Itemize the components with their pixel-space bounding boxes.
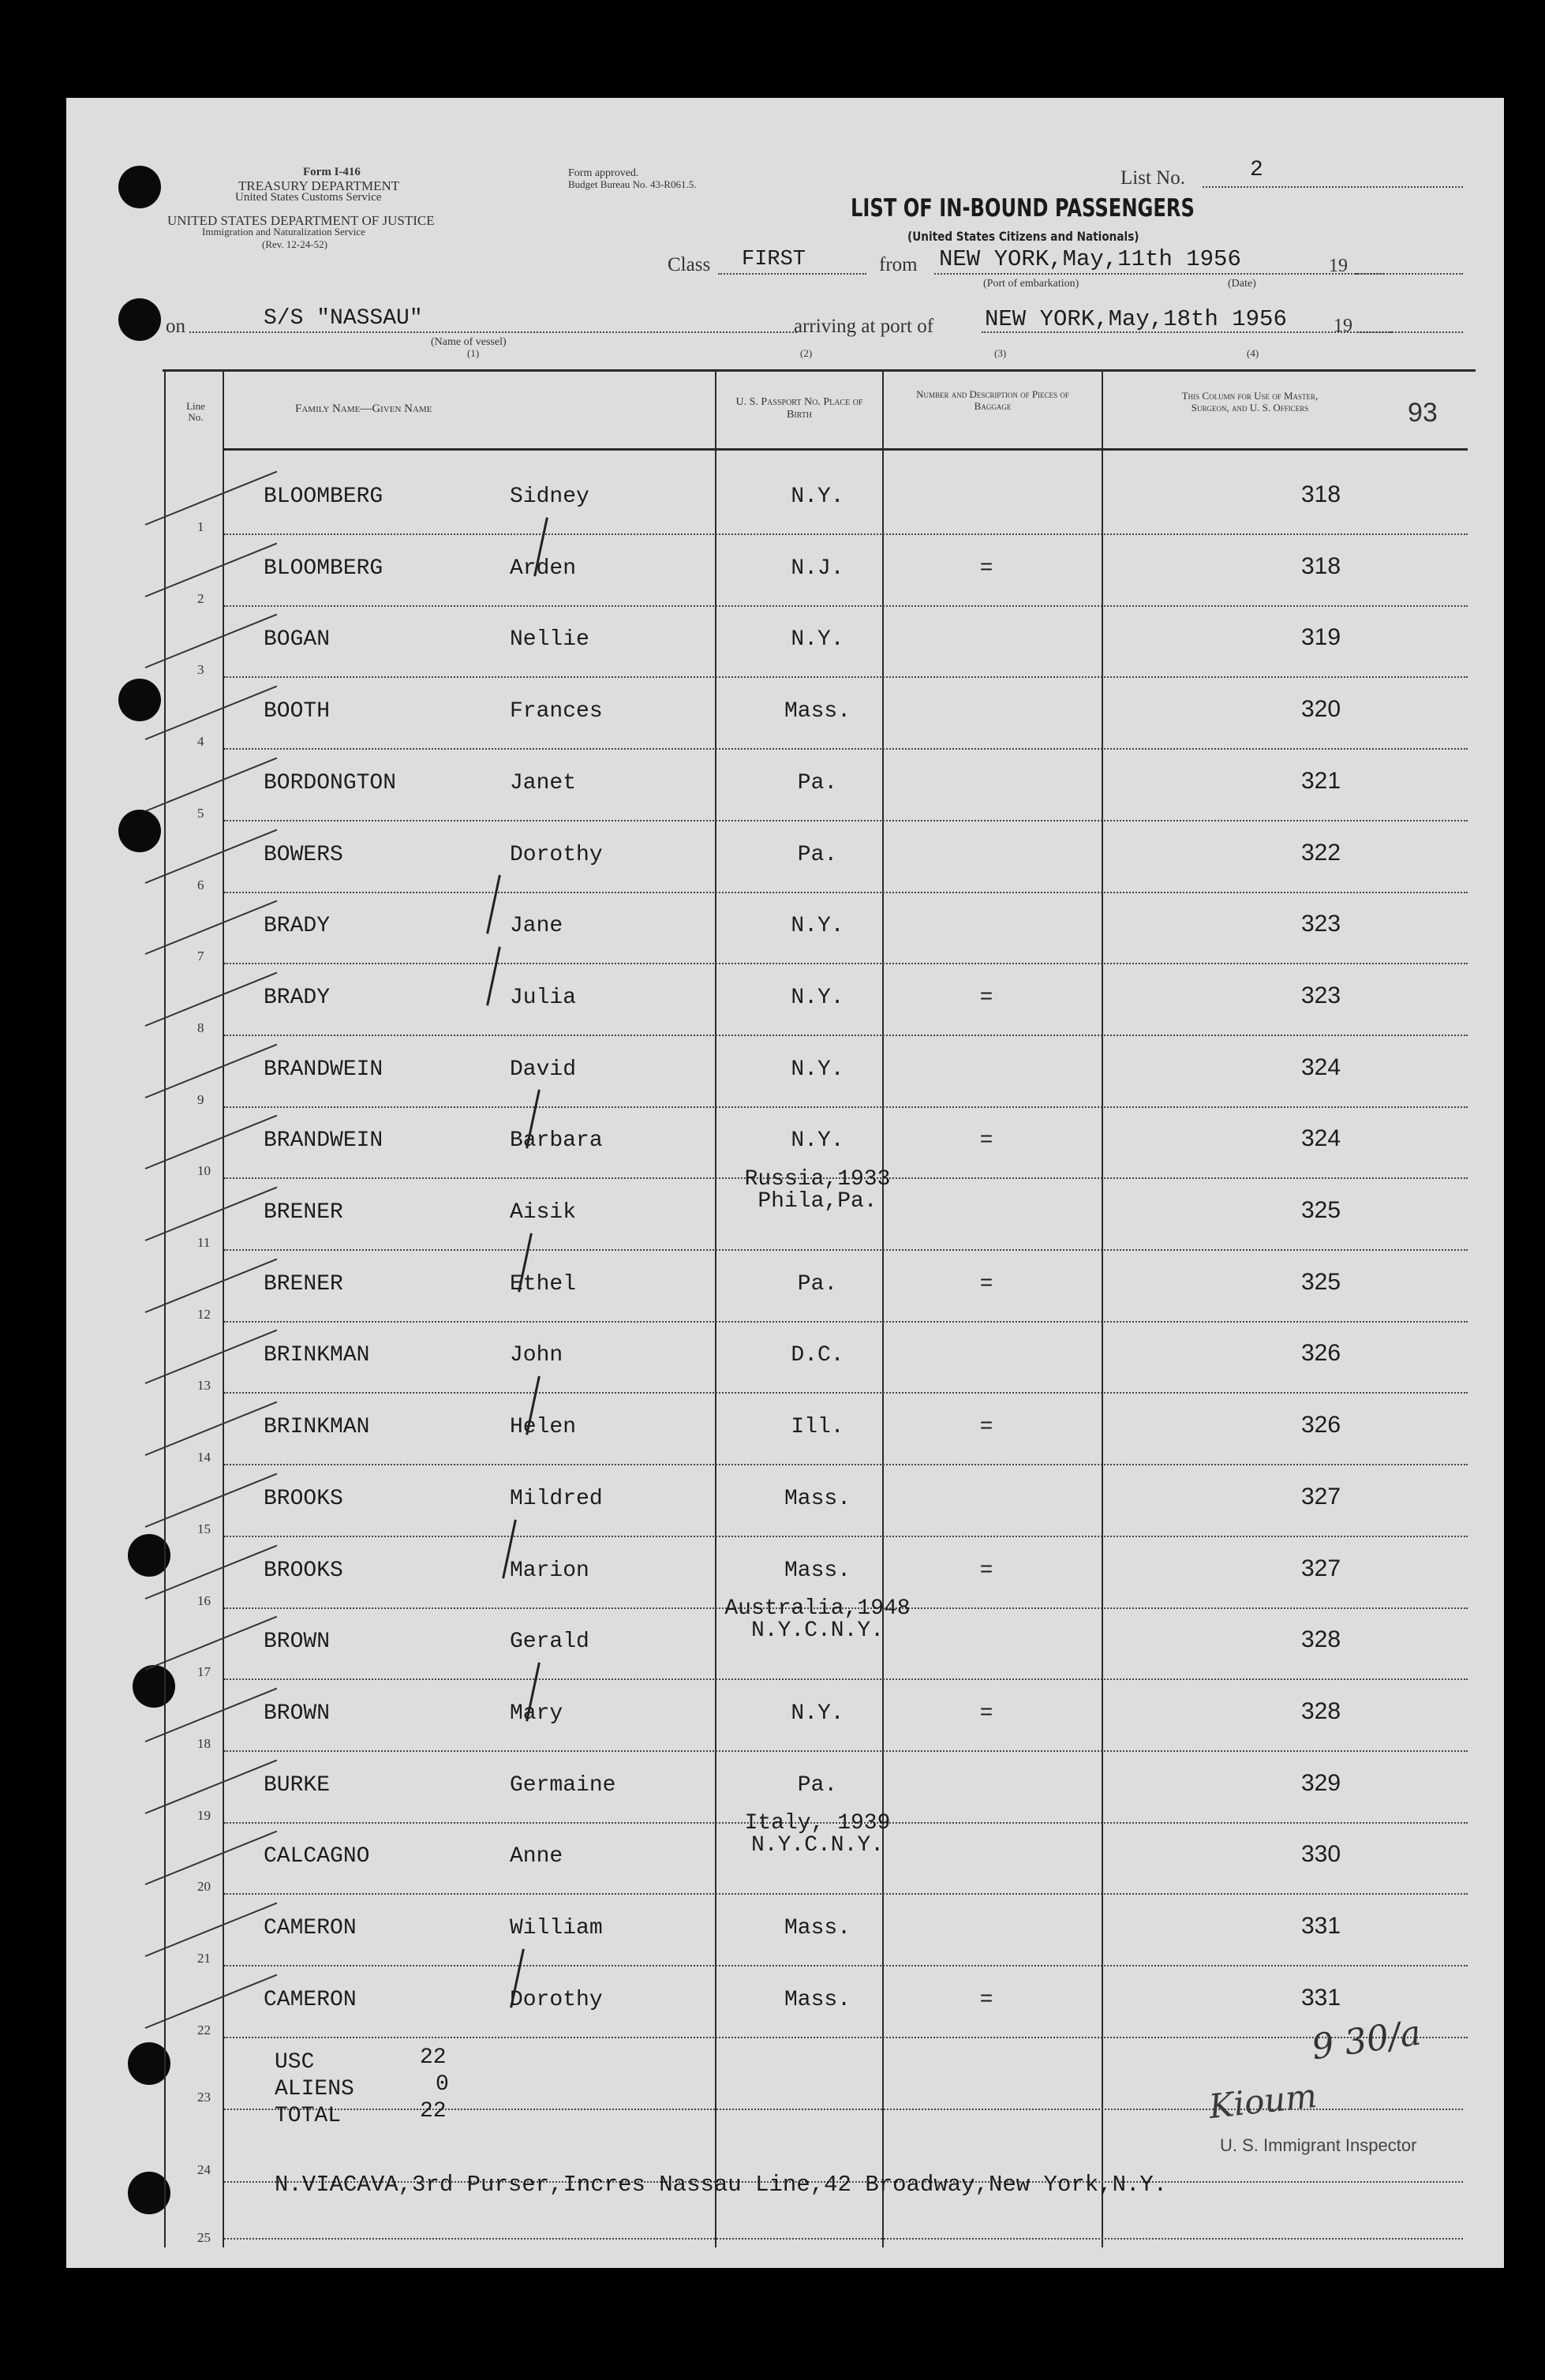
row-rule: [224, 1750, 1468, 1752]
family-name: BLOOMBERG: [264, 556, 383, 581]
family-name: BRENER: [264, 1200, 343, 1225]
check-mark: [145, 1974, 278, 2028]
table-row: [66, 1404, 1504, 1475]
family-name: CALCAGNO: [264, 1844, 370, 1869]
family-name: BRADY: [264, 985, 331, 1010]
row-rule: [224, 963, 1468, 964]
baggage-mark: =: [979, 1271, 993, 1297]
form-number: Form I-416: [303, 166, 361, 178]
row-rule: [224, 892, 1468, 893]
row-rule: [224, 533, 1468, 535]
given-name: Anne: [510, 1844, 563, 1869]
col4-number: (4): [1247, 347, 1259, 359]
check-mark: [145, 614, 278, 668]
check-mark: [145, 1759, 278, 1813]
officer-number: 331: [1300, 1913, 1341, 1939]
officer-number: 324: [1300, 1125, 1341, 1152]
family-name: BROOKS: [264, 1486, 343, 1511]
place-of-birth: Mass.: [784, 1987, 851, 2012]
ins-service: Immigration and Naturalization Service: [202, 226, 365, 238]
family-name: CAMERON: [264, 1916, 357, 1940]
table-row: [66, 1046, 1504, 1117]
treasury-department: TREASURY DEPARTMENT: [238, 178, 400, 193]
col1-number: (1): [467, 347, 480, 359]
place-of-birth: Mass.: [784, 699, 851, 724]
line-number: 12: [197, 1306, 211, 1322]
line-number: 15: [197, 1521, 211, 1536]
given-name: Jane: [510, 914, 563, 939]
check-mark: [145, 1616, 278, 1671]
row-rule: [224, 605, 1468, 607]
line-number: 17: [197, 1664, 211, 1680]
officer-number: 329: [1300, 1769, 1341, 1796]
check-mark: [145, 1544, 278, 1599]
check-mark: [145, 1258, 278, 1312]
line-number: 5: [197, 805, 204, 821]
family-name: BROWN: [264, 1701, 331, 1726]
table-row: [66, 832, 1504, 903]
line-number: 6: [197, 877, 204, 892]
list-no-value: 2: [1250, 158, 1263, 182]
punch-hole: [118, 298, 161, 341]
place-of-birth: Pa.: [797, 770, 838, 795]
line-number: 14: [197, 1450, 211, 1465]
place-of-birth: N.Y.: [791, 1128, 844, 1154]
family-name: BROOKS: [264, 1558, 343, 1583]
check-mark: [145, 829, 278, 883]
officer-number: 324: [1300, 1053, 1341, 1080]
arrival-port: NEW YORK,May,18th 1956: [985, 306, 1287, 332]
customs-service: United States Customs Service: [235, 191, 382, 204]
family-name: BORDONGTON: [264, 770, 397, 795]
officer-number: 327: [1300, 1483, 1341, 1510]
place-of-birth: N.Y.: [791, 485, 844, 509]
place-of-birth-note: Australia,1948: [724, 1596, 911, 1622]
line-number: 22: [197, 2022, 211, 2038]
inspection-time: 9 30/a: [1309, 2012, 1423, 2068]
place-of-birth: N.Y.C.N.Y.: [750, 1833, 885, 1858]
table-row: [66, 473, 1504, 544]
officer-number: 330: [1300, 1841, 1341, 1868]
table-row: [66, 688, 1504, 759]
given-name: Barbara: [510, 1128, 603, 1154]
inspector-title: U. S. Immigrant Inspector: [1220, 2135, 1417, 2155]
line-number: 19: [197, 1807, 211, 1823]
line-number: 18: [197, 1735, 211, 1751]
given-name: Frances: [510, 699, 603, 724]
line-number: 2: [197, 590, 204, 606]
manifest-page: [66, 98, 1504, 2268]
table-row: [66, 760, 1504, 831]
officer-number: 328: [1300, 1697, 1341, 1724]
revision-date: (Rev. 12-24-52): [262, 238, 327, 250]
officer-number: 326: [1300, 1412, 1341, 1439]
check-mark: [145, 1688, 278, 1742]
given-name: David: [510, 1057, 577, 1082]
aliens-count: 0: [436, 2072, 449, 2097]
family-name: BRANDWEIN: [264, 1128, 383, 1154]
check-mark: [145, 1187, 278, 1241]
officer-number: 323: [1300, 982, 1341, 1009]
family-name: BLOOMBERG: [264, 485, 383, 509]
line-number: 16: [197, 1592, 211, 1608]
check-mark: [145, 1473, 278, 1527]
place-of-birth: Pa.: [797, 1271, 838, 1297]
baggage-mark: =: [979, 1701, 993, 1726]
line-number: 4: [197, 734, 204, 750]
place-of-birth: Mass.: [784, 1486, 851, 1511]
form-approved: Form approved.: [568, 167, 639, 179]
officer-number: 325: [1300, 1197, 1341, 1223]
usc-count: 22: [420, 2045, 447, 2070]
line-number: 8: [197, 1020, 204, 1035]
line-number: 13: [197, 1378, 211, 1394]
list-no-label: List No.: [1120, 167, 1185, 189]
punch-hole: [118, 166, 161, 208]
check-mark: [145, 1115, 278, 1169]
check-mark: [145, 1831, 278, 1885]
line-number: 10: [197, 1163, 211, 1179]
check-mark: [145, 1043, 278, 1098]
given-name: Gerald: [510, 1630, 589, 1655]
officer-number: 318: [1300, 552, 1341, 579]
row-rule: [224, 1249, 1468, 1251]
table-row: [66, 1811, 1504, 1904]
check-mark: [145, 686, 278, 740]
line-number: 20: [197, 1879, 211, 1895]
place-of-birth: Mass.: [784, 1558, 851, 1583]
family-name: BRINKMAN: [264, 1343, 370, 1368]
place-of-birth: Ill.: [791, 1415, 844, 1440]
row-rule: [224, 1678, 1468, 1680]
class-label: Class: [668, 254, 711, 275]
baggage-mark: =: [979, 1128, 993, 1154]
row-rule: [224, 1464, 1468, 1465]
family-name: BRANDWEIN: [264, 1057, 383, 1082]
usc-label: USC: [275, 2050, 315, 2075]
given-name: Helen: [510, 1415, 577, 1440]
family-name: BRENER: [264, 1271, 343, 1297]
year-prefix-2: 19: [1334, 316, 1352, 336]
place-of-birth-note: Russia,1933: [744, 1167, 891, 1192]
family-name: BRINKMAN: [264, 1415, 370, 1440]
row-rule: [224, 1106, 1468, 1108]
table-row: [66, 1905, 1504, 1976]
given-name: Janet: [510, 770, 577, 795]
officer-number: 328: [1300, 1626, 1341, 1653]
officer-number: 321: [1300, 767, 1341, 794]
row-rule: [224, 1392, 1468, 1394]
table-row: [66, 545, 1504, 616]
given-name: Julia: [510, 985, 577, 1010]
check-mark: [145, 972, 278, 1027]
officer-number: 326: [1300, 1340, 1341, 1367]
place-of-birth: D.C.: [791, 1343, 844, 1368]
document-title: LIST OF IN-BOUND PASSENGERS: [851, 194, 1195, 223]
officer-number: 322: [1300, 839, 1341, 866]
vessel-name: S/S "NASSAU": [264, 306, 423, 331]
given-name: Germaine: [510, 1772, 616, 1798]
department-of-justice: UNITED STATES DEPARTMENT OF JUSTICE: [167, 213, 435, 228]
given-name: Sidney: [510, 485, 589, 509]
officer-number: 323: [1300, 911, 1341, 937]
place-of-birth-note: Italy, 1939: [744, 1811, 891, 1836]
col-header-passport: U. S. Passport No. Place of Birth: [735, 396, 863, 421]
family-name: BRADY: [264, 914, 331, 939]
line-number-25: 25: [197, 2230, 211, 2245]
aliens-label: ALIENS: [275, 2077, 354, 2101]
col-header-line: Line No.: [186, 400, 205, 423]
baggage-mark: =: [979, 1558, 993, 1583]
row-rule: [224, 1893, 1468, 1895]
line-number-24: 24: [197, 2162, 211, 2177]
place-of-birth: N.Y.: [791, 627, 844, 653]
table-row: [66, 1261, 1504, 1332]
table-row: [66, 616, 1504, 687]
given-name: Ethel: [510, 1271, 577, 1297]
place-of-birth: N.Y.: [791, 1057, 844, 1082]
given-name: Mary: [510, 1701, 563, 1726]
family-name: BOOTH: [264, 699, 331, 724]
check-mark: [145, 900, 278, 955]
check-mark: [145, 471, 278, 526]
total-count: 22: [420, 2099, 447, 2124]
from-label: from: [879, 254, 918, 275]
row-rule: [224, 820, 1468, 821]
arriving-label: arriving at port of: [794, 316, 934, 337]
baggage-mark: =: [979, 1987, 993, 2012]
line-number: 3: [197, 662, 204, 678]
row-rule: [224, 1536, 1468, 1537]
row-rule: [224, 2037, 1468, 2038]
table-row: [66, 1332, 1504, 1403]
place-of-birth: N.Y.C.N.Y.: [750, 1618, 885, 1644]
place-of-birth: N.Y.: [791, 914, 844, 939]
line-number: 1: [197, 519, 204, 534]
col-header-baggage: Number and Description of Pieces of Baggage: [916, 388, 1069, 412]
check-mark: [145, 1401, 278, 1456]
line-number: 7: [197, 949, 204, 964]
officer-number: 319: [1300, 624, 1341, 651]
family-name: BURKE: [264, 1772, 331, 1798]
row-rule: [224, 748, 1468, 750]
port-of-embarkation: NEW YORK,May,11th 1956: [939, 246, 1241, 272]
check-mark: [145, 542, 278, 597]
year-prefix: 19: [1329, 256, 1348, 276]
purser-line: N.VIACAVA,3rd Purser,Incres Nassau Line,42 Broadway,New York,N.Y.: [275, 2172, 1168, 2198]
row-rule: [224, 1965, 1468, 1966]
family-name: BROWN: [264, 1630, 331, 1655]
check-mark: [145, 757, 278, 811]
col-header-name: Family Name—Given Name: [295, 402, 432, 415]
place-of-birth: Pa.: [797, 842, 838, 867]
check-mark: [145, 1903, 278, 1957]
family-name: CAMERON: [264, 1987, 357, 2012]
col3-number: (3): [994, 347, 1007, 359]
given-name: Nellie: [510, 627, 589, 653]
on-label: on: [166, 316, 185, 337]
officer-number: 318: [1300, 481, 1341, 507]
family-name: BOWERS: [264, 842, 343, 867]
table-row: [66, 1476, 1504, 1547]
col-header-officers: This Column for Use of Master, Surgeon, and U. S. Officers: [1181, 390, 1319, 414]
line-number: 11: [197, 1235, 211, 1250]
officer-number: 327: [1300, 1555, 1341, 1581]
given-name: Aisik: [510, 1200, 577, 1225]
table-row: [66, 1977, 1504, 2048]
place-of-birth: Phila,Pa.: [758, 1189, 877, 1214]
baggage-mark: =: [979, 985, 993, 1010]
port-caption: (Port of embarkation): [983, 278, 1079, 290]
place-of-birth: Pa.: [797, 1772, 838, 1798]
officer-number: 320: [1300, 696, 1341, 723]
given-name: Arden: [510, 556, 577, 581]
place-of-birth: Mass.: [784, 1916, 851, 1940]
page-number: 93: [1408, 398, 1438, 428]
budget-bureau: Budget Bureau No. 43-R061.5.: [568, 178, 697, 190]
line-number: 9: [197, 1091, 204, 1107]
line-number-23: 23: [197, 2090, 211, 2105]
row-rule: [224, 1035, 1468, 1036]
vessel-caption: (Name of vessel): [431, 336, 507, 348]
place-of-birth: N.J.: [791, 556, 844, 581]
given-name: William: [510, 1916, 603, 1940]
class-value: FIRST: [742, 248, 806, 271]
given-name: Marion: [510, 1558, 589, 1583]
table-row: [66, 903, 1504, 974]
officer-number: 331: [1300, 1984, 1341, 2011]
table-row: [66, 975, 1504, 1046]
baggage-mark: =: [979, 1415, 993, 1440]
date-caption: (Date): [1228, 278, 1256, 290]
officer-number: 325: [1300, 1268, 1341, 1295]
given-name: John: [510, 1343, 563, 1368]
given-name: Dorothy: [510, 842, 603, 867]
given-name: Mildred: [510, 1486, 603, 1511]
row-rule: [224, 676, 1468, 678]
check-mark: [145, 1330, 278, 1384]
place-of-birth: N.Y.: [791, 985, 844, 1010]
total-label: TOTAL: [275, 2104, 342, 2128]
document-subtitle: (United States Citizens and Nationals): [907, 229, 1139, 244]
col2-number: (2): [800, 347, 813, 359]
family-name: BOGAN: [264, 627, 331, 653]
given-name: Dorothy: [510, 1987, 603, 2012]
row-rule: [224, 1321, 1468, 1323]
inspector-signature: Kioum: [1206, 2075, 1319, 2127]
line-number: 21: [197, 1951, 211, 1966]
table-row: [66, 1690, 1504, 1761]
baggage-mark: =: [979, 556, 993, 581]
place-of-birth: N.Y.: [791, 1701, 844, 1726]
